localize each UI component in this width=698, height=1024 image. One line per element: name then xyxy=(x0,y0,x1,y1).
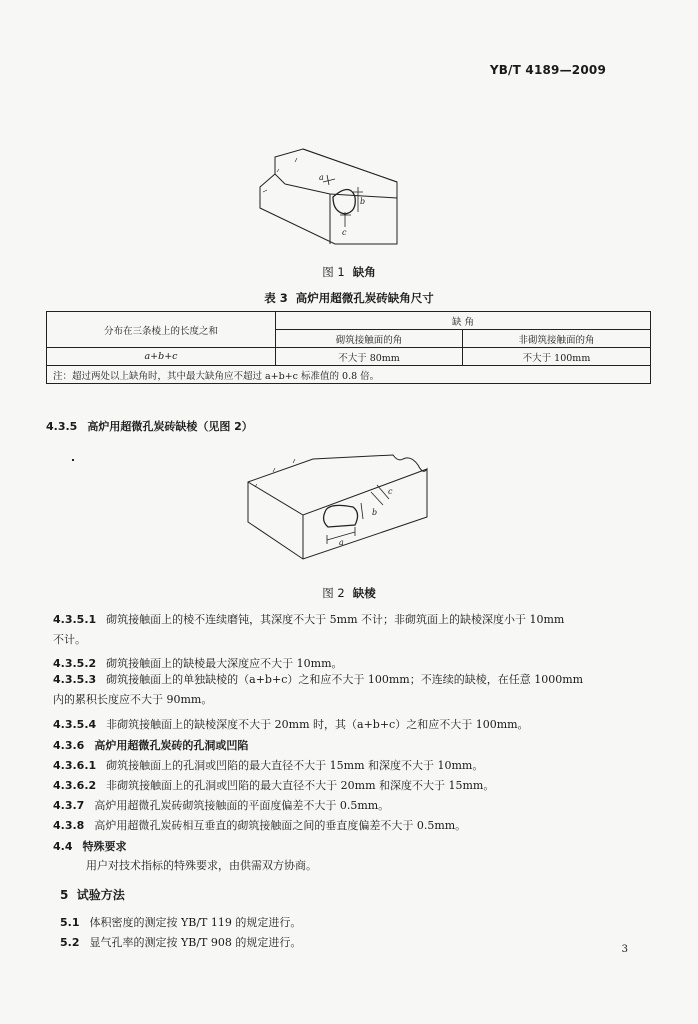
clause-4-3-6 xyxy=(53,737,248,753)
fig2-dim-a: a xyxy=(339,538,344,547)
clause-text: 砌筑接触面上的棱不连续磨钝，其深度不大于 5mm 不计；非砌筑面上的缺棱深度小于 10mm xyxy=(106,613,565,626)
clause-4-3-5-1 xyxy=(53,610,653,650)
clause-4-3-5-2 xyxy=(53,655,343,671)
clause-number: 4.3.8 xyxy=(53,819,85,832)
table-3-col1: 砌筑接触面的角 xyxy=(276,330,463,348)
figure-2-title: 缺棱 xyxy=(352,586,376,600)
table-3-row-header: 分布在三条棱上的长度之和 xyxy=(47,312,276,348)
clause-number: 4.3.5.2 xyxy=(53,657,97,670)
clause-text: 高炉用超微孔炭砖相互垂直的砌筑接触面之间的垂直度偏差不大于 0.5mm。 xyxy=(94,819,467,832)
clause-number: 4.4 xyxy=(53,840,73,853)
clause-number: 5.1 xyxy=(60,916,80,929)
fig1-dim-b: b xyxy=(360,197,366,206)
clause-4-3-5-4 xyxy=(53,716,529,732)
clause-4-3-7 xyxy=(53,797,389,813)
clause-text: 砌筑接触面上的单独缺棱的（a+b+c）之和应不大于 100mm；不连续的缺棱，在任意 1000mm xyxy=(106,673,584,686)
table-3-row-label: a+b+c xyxy=(47,348,276,366)
clause-4-3-6-1 xyxy=(53,757,483,773)
clause-number: 4.3.5.4 xyxy=(53,718,97,731)
clause-text: 高炉用超微孔炭砖砌筑接触面的平面度偏差不大于 0.5mm。 xyxy=(94,799,390,812)
section-heading: 高炉用超微孔炭砖缺棱（见图 2） xyxy=(87,420,253,433)
clause-5-2 xyxy=(60,934,301,950)
standard-code: YB/T 4189—2009 xyxy=(489,63,606,77)
clause-number: 4.3.7 xyxy=(53,799,85,812)
clause-number: 4.3.5.3 xyxy=(53,673,97,686)
clause-continuation: 内的累积长度应不大于 90mm。 xyxy=(53,693,213,706)
clause-4-3-8 xyxy=(53,817,466,833)
table-3-val2: 不大于 100mm xyxy=(463,348,651,366)
clause-number: 4.3.5.1 xyxy=(53,613,97,626)
table-3-col-group: 缺 角 xyxy=(276,312,651,330)
clause-4-3-6-2 xyxy=(53,777,494,793)
figure-1-drawing xyxy=(255,142,405,247)
scan-speck xyxy=(72,459,74,461)
table-3-note: 注：超过两处以上缺角时，其中最大缺角应不超过 a+b+c 标准值的 0.8 倍。 xyxy=(47,366,651,384)
clause-text: 非砌筑接触面上的孔洞或凹陷的最大直径不大于 20mm 和深度不大于 15mm。 xyxy=(106,779,495,792)
clause-heading: 特殊要求 xyxy=(82,840,127,853)
clause-text: 砌筑接触面上的缺棱最大深度应不大于 10mm。 xyxy=(106,657,343,670)
section-title: 试验方法 xyxy=(76,888,125,902)
clause-heading: 高炉用超微孔炭砖的孔洞或凹陷 xyxy=(94,739,249,752)
table-3-col2: 非砌筑接触面的角 xyxy=(463,330,651,348)
section-number: 5 xyxy=(60,888,69,902)
fig2-dim-b: b xyxy=(372,508,378,517)
fig1-dim-c: c xyxy=(342,228,347,237)
figure-2-drawing xyxy=(243,447,435,562)
clause-text: 砌筑接触面上的孔洞或凹陷的最大直径不大于 15mm 和深度不大于 10mm。 xyxy=(106,759,484,772)
table-3-title: 高炉用超微孔炭砖缺角尺寸 xyxy=(295,291,434,305)
clause-number: 4.3.6.1 xyxy=(53,759,97,772)
clause-number: 5.2 xyxy=(60,936,80,949)
figure-1-caption xyxy=(0,264,698,280)
table-3-val1: 不大于 80mm xyxy=(276,348,463,366)
section-number: 4.3.5 xyxy=(46,420,78,433)
figure-1-title: 缺角 xyxy=(352,265,376,279)
clause-continuation: 不计。 xyxy=(53,633,86,646)
section-5-heading xyxy=(60,886,125,903)
fig2-dim-c: c xyxy=(388,487,393,496)
figure-1-label: 图 1 xyxy=(322,265,345,279)
table-3-label: 表 3 xyxy=(264,291,288,305)
clause-4-4-text: 用户对技术指标的特殊要求，由供需双方协商。 xyxy=(86,859,317,872)
figure-2-label: 图 2 xyxy=(322,586,345,600)
section-4-3-5 xyxy=(46,418,253,434)
clause-text: 显气孔率的测定按 YB/T 908 的规定进行。 xyxy=(89,936,302,949)
clause-number: 4.3.6.2 xyxy=(53,779,97,792)
clause-text: 体积密度的测定按 YB/T 119 的规定进行。 xyxy=(89,916,302,929)
clause-text: 非砌筑接触面上的缺棱深度不大于 20mm 时，其（a+b+c）之和应不大于 100mm。 xyxy=(106,718,529,731)
figure-2-caption xyxy=(0,585,698,601)
table-3-caption xyxy=(0,290,698,306)
clause-number: 4.3.6 xyxy=(53,739,85,752)
page-number: 3 xyxy=(621,944,628,955)
clause-4-3-5-3 xyxy=(53,670,653,710)
fig1-dim-a: a xyxy=(319,173,324,182)
clause-4-4 xyxy=(53,838,127,854)
clause-5-1 xyxy=(60,914,301,930)
table-3 xyxy=(46,311,651,384)
